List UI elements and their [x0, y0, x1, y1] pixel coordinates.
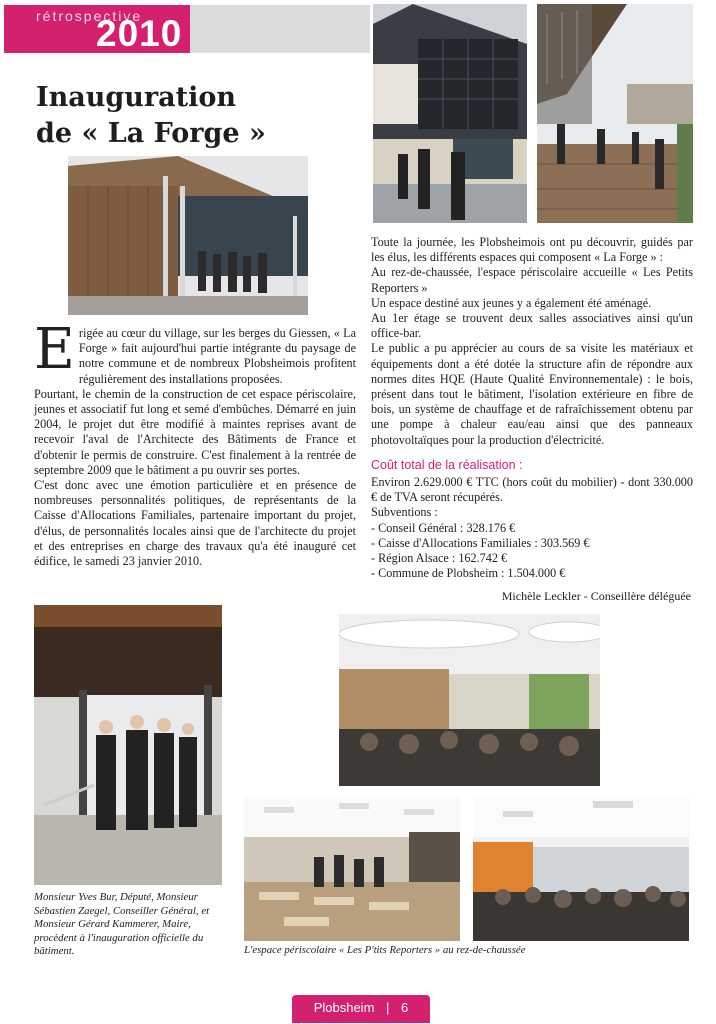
caption-periscolaire: L'espace périscolaire « Les P'tits Reporters » au rez-de-chaussée	[244, 944, 526, 956]
article-left-column	[34, 317, 356, 569]
cost-heading: Coût total de la réalisation :	[371, 457, 523, 472]
page-footer	[292, 1000, 430, 1015]
author-signature: Michèle Leckler - Conseillère déléguée	[501, 589, 691, 603]
article-paragraph: Au rez-de-chaussée, l'espace périscolaire accueille « Les Petits Reporters »	[371, 265, 693, 295]
footer-town: Plobsheim	[313, 1000, 375, 1015]
section-year: 2010	[96, 13, 183, 54]
article-title	[36, 80, 336, 152]
subsidy-list	[371, 521, 693, 582]
dropcap-letter: E	[34, 317, 75, 382]
article-paragraph: Au 1er étage se trouvent deux salles associatives ainsi qu'un office-bar.	[371, 311, 693, 341]
article-right-column	[371, 235, 693, 581]
article-paragraph: Un espace destiné aux jeunes y a également été aménagé.	[371, 295, 652, 310]
article-paragraph: Toute la journée, les Plobsheimois ont pu découvrir, guidés par les élus, les différents espaces qui composent « La Forge » :	[371, 235, 693, 265]
caption-ribbon-cutting: Monsieur Yves Bur, Député, Monsieur Sébastien Zaegel, Conseiller Général, et Monsieur Gérard Kammerer, Maire, procèdent à l'inauguration officielle du bâtiment.	[34, 891, 210, 957]
subsidy-item: - Conseil Général : 328.176 €	[371, 520, 516, 535]
subsidy-item: - Commune de Plobsheim : 1.504.000 €	[371, 566, 566, 581]
photo-building-exterior	[68, 156, 308, 315]
title-line-1: Inauguration	[36, 82, 236, 113]
cost-total: Environ 2.629.000 € TTC (hors coût du mobilier) - dont 330.000 € de TVA seront récupérés.	[371, 475, 693, 505]
article-paragraph: Pourtant, le chemin de la construction de cet espace périscolaire, jeunes et associatif fut long et semé d'embûches. Démarré en juin 2004, le projet dut être modifié à maintes reprises avant de recevoir l'aval de l'Architecte des Bâtiments de France et d'obtenir le permis de construire. C'est finalement à la rentrée de septembre 2009 que le bâtiment a pu ouvrir ses portes.	[34, 386, 356, 477]
article-intro: Erigée au cœur du village, sur les berges du Giessen, « La Forge » fait aujourd'hui partie intégrante du paysage de notre commune et de nombreux Plobsheimois profitent régulièrement des installations proposées.	[34, 317, 356, 386]
photo-periscolaire-room	[244, 797, 460, 941]
photo-periscolaire-crowd	[473, 797, 689, 941]
subsidy-item: - Région Alsace : 162.742 €	[371, 551, 508, 566]
photo-building-facade	[373, 4, 527, 223]
subsidy-item: - Caisse d'Allocations Familiales : 303.569 €	[371, 535, 590, 550]
article-paragraph: C'est donc avec une émotion particulière et en présence de nombreuses personnalités politiques, de représentants de la Caisse d'Allocations Familiales, partenaire important du projet, d'élus, de personnalités locales ainsi que de l'architecte du projet et des entreprises en charge des travaux qu'a été inauguré cet édifice, le samedi 23 janvier 2010.	[34, 478, 356, 569]
photo-interior-crowd	[339, 614, 600, 786]
header-bar	[190, 5, 370, 53]
footer-separator: |	[386, 1000, 390, 1015]
subsidies-heading: Subventions :	[371, 505, 438, 520]
photo-terrace	[537, 4, 693, 223]
title-line-2: de « La Forge »	[36, 118, 266, 149]
section-label: rétrospective	[36, 8, 143, 24]
photo-ribbon-cutting	[34, 605, 222, 885]
page-number: 6	[401, 1000, 409, 1015]
article-paragraph: Le public a pu apprécier au cours de sa visite les matériaux et équipements dont a été dotée la structure afin de répondre aux normes dites HQE (Haute Qualité Environnementale) : le bois, présent dans tout le bâtiment, l'isolation extérieure en fibre de bois, un système de chauffage et de rafraîchissement obtenu par une pompe à chaleur eau/eau ainsi que des panneaux photovoltaïques pour la production d'électricité.	[371, 341, 693, 447]
